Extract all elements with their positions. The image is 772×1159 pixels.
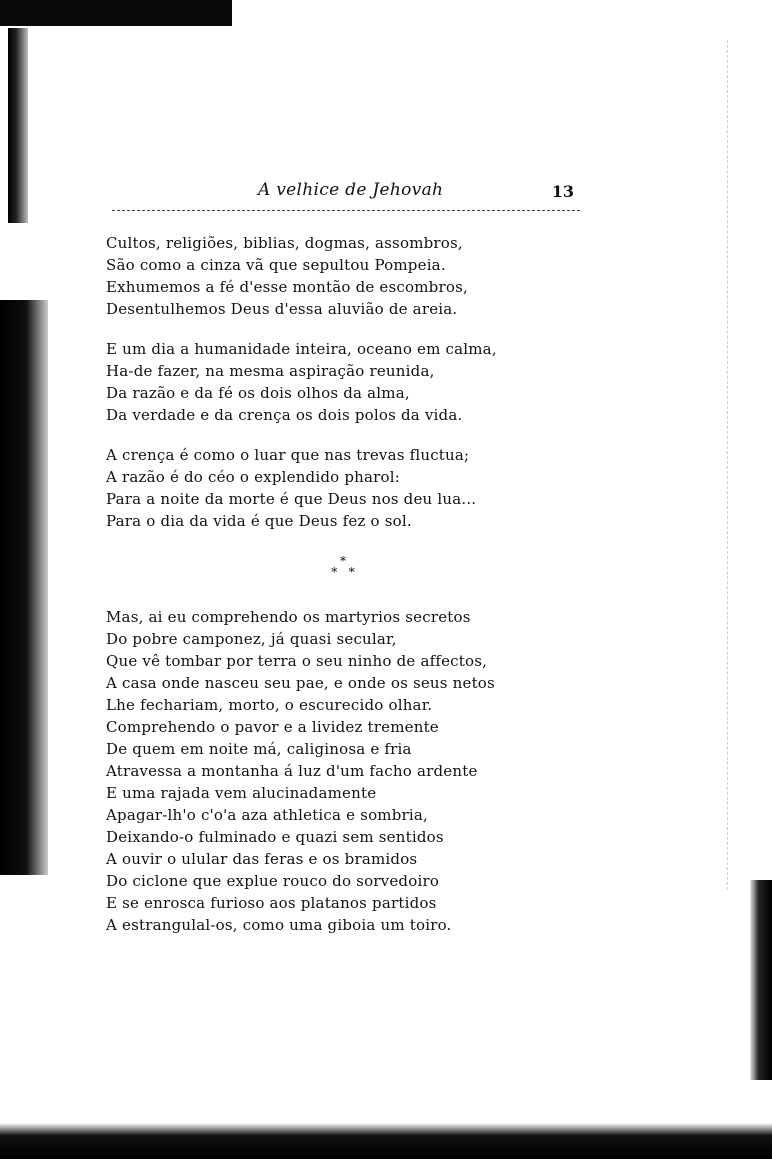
scan-shadow-left-middle: [0, 300, 48, 875]
verse-line: A ouvir o ulular das feras e os bramidos: [106, 850, 418, 868]
verse-line: E se enrosca furioso aos platanos partidos: [106, 894, 437, 912]
running-title: A velhice de Jehovah: [258, 180, 444, 200]
scan-shadow-right-bottom: [750, 880, 772, 1080]
verse-line: Que vê tombar por terra o seu ninho de affectos,: [106, 652, 488, 670]
verse-line: Da verdade e da crença os dois polos da vida.: [106, 406, 463, 424]
verse-line: E um dia a humanidade inteira, oceano em calma,: [106, 340, 497, 358]
verse-line: São como a cinza vã que sepultou Pompeia.: [106, 256, 446, 274]
page-number: 13: [551, 182, 574, 201]
verse-line: Desentulhemos Deus d'essa aluvião de areia.: [106, 300, 458, 318]
verse-line: A casa onde nasceu seu pae, e onde os seus netos: [106, 674, 495, 692]
stanza: [106, 232, 536, 320]
verse-line: Apagar-lh'o c'o'a aza athletica e sombria,: [106, 806, 429, 824]
verse-line: Do ciclone que explue rouco do sorvedoiro: [106, 872, 440, 890]
scan-shadow-left-top: [8, 28, 28, 223]
verse-line: Mas, ai eu comprehendo os martyrios secretos: [106, 608, 471, 626]
verse-line: Do pobre camponez, já quasi secular,: [106, 630, 397, 648]
verse-line: Cultos, religiões, biblias, dogmas, assombros,: [106, 234, 463, 252]
verse-line: A razão é do céo o explendido pharol:: [106, 468, 401, 486]
verse-line: E uma rajada vem alucinadamente: [106, 784, 377, 802]
verse-line: A crença é como o luar que nas trevas fluctua;: [106, 446, 470, 464]
verse-line: De quem em noite má, caliginosa e fria: [106, 740, 412, 758]
scan-shadow-bottom: [0, 1123, 772, 1159]
page-header: [112, 176, 580, 211]
scan-shadow-right-dots: [727, 40, 758, 890]
verse-line: Deixando-o fulminado e quazi sem sentidos: [106, 828, 444, 846]
asterism-top: *: [340, 554, 346, 568]
verse-line: Comprehendo o pavor e a lividez tremente: [106, 718, 439, 736]
stanza: [106, 338, 536, 426]
verse-line: Ha-de fazer, na mesma aspiração reunida,: [106, 362, 435, 380]
asterism-divider: [318, 556, 368, 582]
verse-line: Para a noite da morte é que Deus nos deu lua...: [106, 490, 477, 508]
stanza: [106, 444, 536, 532]
verse-line: Lhe fechariam, morto, o escurecido olhar.: [106, 696, 433, 714]
verse-line: Para o dia da vida é que Deus fez o sol.: [106, 512, 412, 530]
verse-line: Exhumemos a fé d'esse montão de escombros,: [106, 278, 468, 296]
scan-shadow-top: [0, 0, 232, 26]
poem-section-two: [106, 606, 536, 936]
asterism-bottom: * *: [331, 565, 355, 579]
verse-line: A estrangulal-os, como uma giboia um toiro.: [106, 916, 452, 934]
poem-section-one: [106, 232, 536, 550]
verse-line: Da razão e da fé os dois olhos da alma,: [106, 384, 410, 402]
verse-line: Atravessa a montanha á luz d'um facho ardente: [106, 762, 478, 780]
